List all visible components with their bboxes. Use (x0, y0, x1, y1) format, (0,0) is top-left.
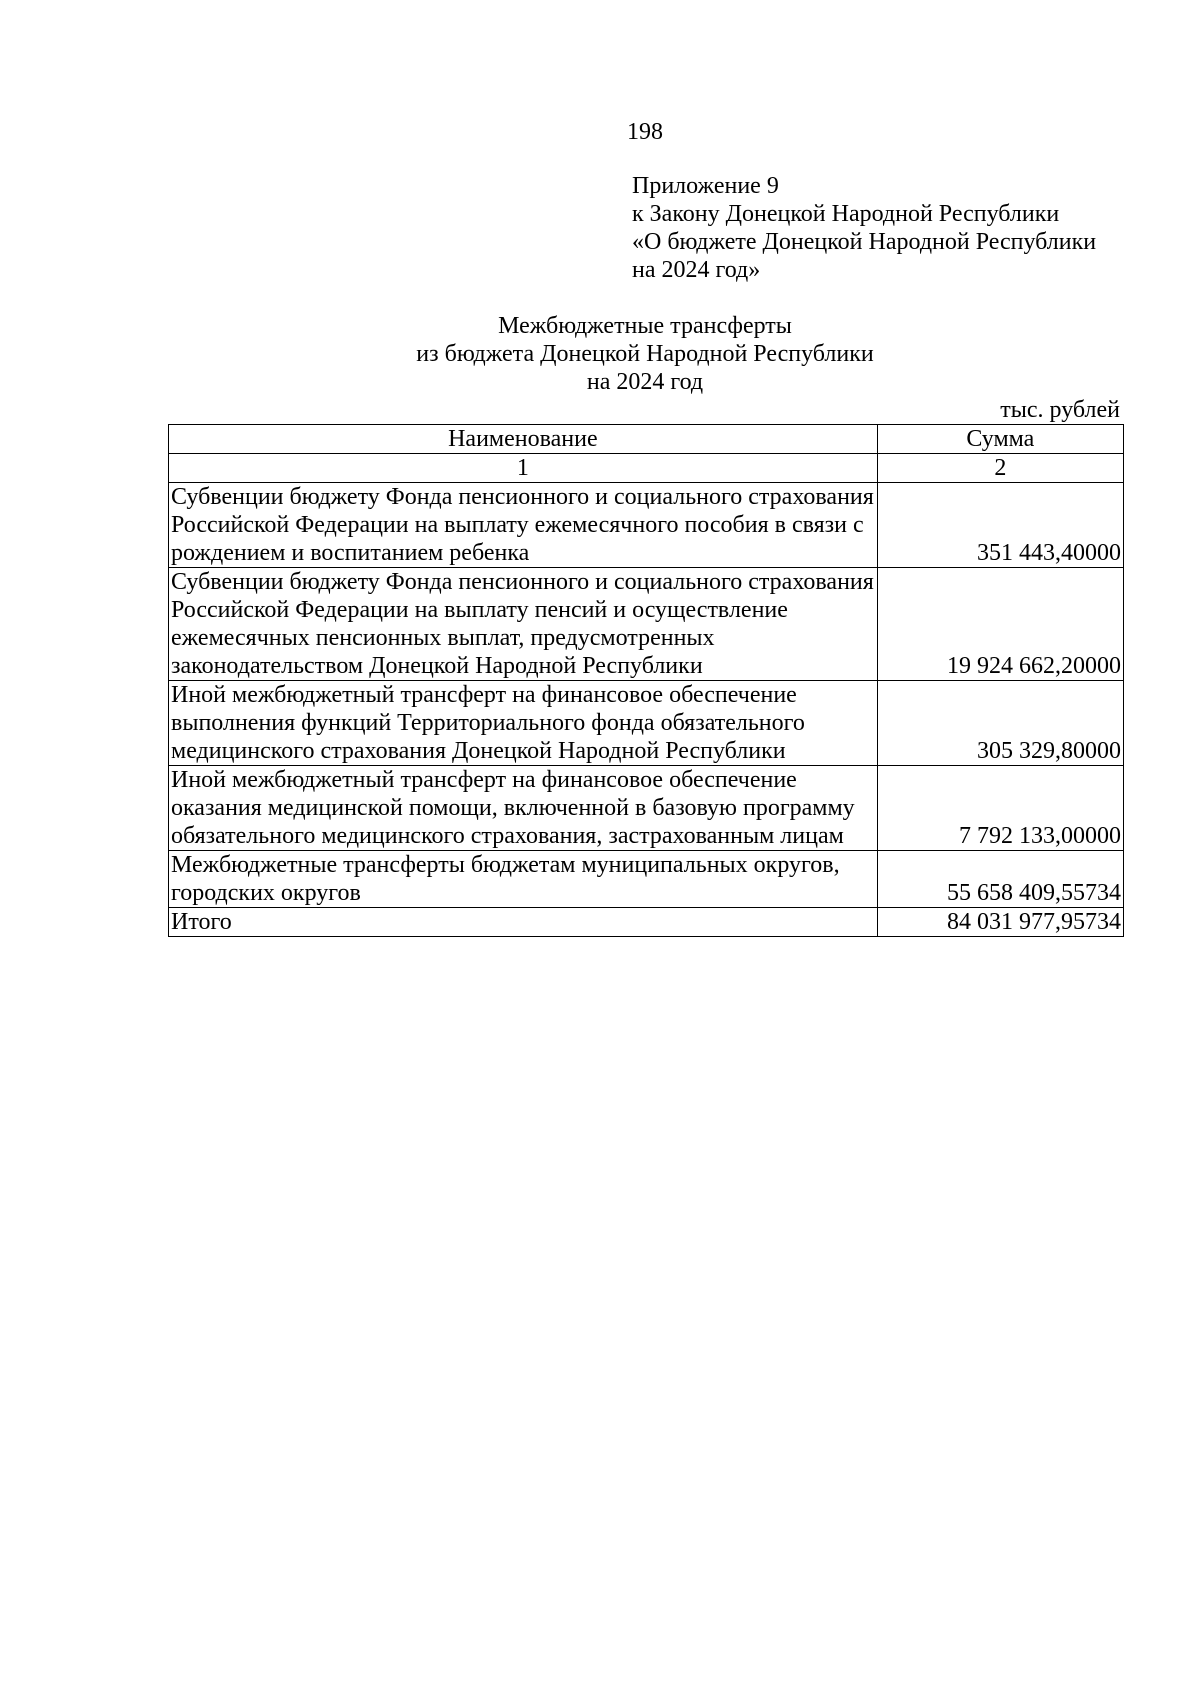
total-sum: 84 031 977,95734 (877, 908, 1123, 937)
row-name: Иной межбюджетный трансферт на финансовое обеспечение выполнения функций Территориального фонда обязательного медицинского страхования Донецкой Народной Республики (169, 681, 878, 766)
row-sum: 19 924 662,20000 (877, 568, 1123, 681)
appendix-block (632, 172, 1096, 284)
title-line: на 2024 год (586, 369, 704, 395)
column-header-name: Наименование (169, 425, 878, 454)
page-number: 198 (627, 119, 663, 145)
table-header-row (169, 425, 1124, 454)
table-row (169, 483, 1124, 568)
table-row (169, 766, 1124, 851)
total-label: Итого (169, 908, 878, 937)
total-row (169, 908, 1124, 937)
units-label: тыс. рублей (1000, 397, 1120, 423)
transfers-table (168, 424, 1124, 937)
row-name: Иной межбюджетный трансферт на финансовое обеспечение оказания медицинской помощи, включенной в базовую программу обязательного медицинского страхования, застрахованным лицам (169, 766, 878, 851)
appendix-line: Приложение 9 (632, 173, 779, 199)
row-sum: 351 443,40000 (877, 483, 1123, 568)
column-number: 2 (877, 454, 1123, 483)
title-line: Межбюджетные трансферты (498, 313, 792, 339)
document-title (168, 312, 1122, 396)
appendix-line: «О бюджете Донецкой Народной Республики (632, 229, 1097, 255)
column-header-sum: Сумма (877, 425, 1123, 454)
table-row (169, 851, 1124, 908)
title-line: из бюджета Донецкой Народной Республики (416, 341, 874, 367)
row-name: Субвенции бюджету Фонда пенсионного и социального страхования Российской Федерации на выплату пенсий и осуществление ежемесячных пенсионных выплат, предусмотренных законодательством Донецкой Народной Республики (169, 568, 878, 681)
row-sum: 7 792 133,00000 (877, 766, 1123, 851)
table-row (169, 681, 1124, 766)
appendix-line: к Закону Донецкой Народной Республики (632, 201, 1060, 227)
row-name: Межбюджетные трансферты бюджетам муниципальных округов, городских округов (169, 851, 878, 908)
column-number-row (169, 454, 1124, 483)
column-number: 1 (169, 454, 878, 483)
row-name: Субвенции бюджету Фонда пенсионного и социального страхования Российской Федерации на выплату ежемесячного пособия в связи с рождением и воспитанием ребенка (169, 483, 878, 568)
appendix-line: на 2024 год» (632, 257, 761, 283)
row-sum: 55 658 409,55734 (877, 851, 1123, 908)
row-sum: 305 329,80000 (877, 681, 1123, 766)
table-row (169, 568, 1124, 681)
